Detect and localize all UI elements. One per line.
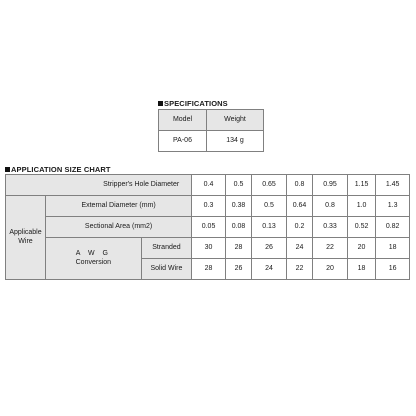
table-row	[6, 196, 410, 217]
stranded-value: 26	[252, 238, 287, 259]
external-value: 0.64	[286, 196, 312, 217]
table-row	[159, 131, 264, 152]
external-value: 1.3	[376, 196, 410, 217]
sectional-value: 0.05	[192, 217, 226, 238]
size-chart-title: APPLICATION SIZE CHART	[11, 165, 111, 174]
stranded-value: 24	[286, 238, 312, 259]
table-row	[6, 238, 410, 259]
square-bullet-icon	[158, 101, 163, 106]
table-row	[6, 217, 410, 238]
external-value: 0.5	[252, 196, 287, 217]
table-row	[159, 110, 264, 131]
hole-value: 0.4	[192, 175, 226, 196]
sectional-value: 0.2	[286, 217, 312, 238]
stranded-value: 22	[313, 238, 348, 259]
hole-value: 1.45	[376, 175, 410, 196]
hole-diameter-label: Stripper's Hole Diameter	[6, 175, 192, 196]
external-value: 1.0	[347, 196, 375, 217]
stranded-value: 20	[347, 238, 375, 259]
solid-value: 26	[225, 259, 251, 280]
sectional-value: 0.08	[225, 217, 251, 238]
solid-value: 20	[313, 259, 348, 280]
stranded-label: Stranded	[141, 238, 192, 259]
hole-value: 0.8	[286, 175, 312, 196]
square-bullet-icon	[5, 167, 10, 172]
hole-value: 1.15	[347, 175, 375, 196]
stranded-value: 30	[192, 238, 226, 259]
external-value: 0.8	[313, 196, 348, 217]
solid-value: 16	[376, 259, 410, 280]
sectional-value: 0.52	[347, 217, 375, 238]
hole-value: 0.65	[252, 175, 287, 196]
solid-value: 28	[192, 259, 226, 280]
model-header: Model	[159, 110, 207, 131]
stranded-value: 18	[376, 238, 410, 259]
hole-value: 0.5	[225, 175, 251, 196]
awg-conversion-label	[45, 238, 141, 280]
specifications-heading	[158, 99, 228, 108]
awg-label-line2: Conversion	[75, 258, 112, 266]
model-value: PA-06	[159, 131, 207, 152]
specifications-table	[158, 109, 264, 152]
hole-value: 0.95	[313, 175, 348, 196]
table-row	[6, 175, 410, 196]
applicable-wire-line1: Applicable	[9, 228, 42, 236]
solid-value: 22	[286, 259, 312, 280]
sectional-value: 0.82	[376, 217, 410, 238]
sectional-value: 0.13	[252, 217, 287, 238]
external-diameter-label: External Diameter (mm)	[45, 196, 191, 217]
weight-value: 134 g	[207, 131, 264, 152]
weight-header: Weight	[207, 110, 264, 131]
solid-value: 18	[347, 259, 375, 280]
solid-value: 24	[252, 259, 287, 280]
awg-label-line1: A W G	[75, 249, 111, 257]
applicable-wire-line2: Wire	[18, 237, 33, 245]
application-size-chart-table	[5, 174, 410, 280]
specifications-title: SPECIFICATIONS	[164, 99, 228, 108]
size-chart-heading	[5, 165, 111, 174]
applicable-wire-label	[6, 196, 46, 280]
external-value: 0.3	[192, 196, 226, 217]
sectional-area-label: Sectional Area (mm2)	[45, 217, 191, 238]
external-value: 0.38	[225, 196, 251, 217]
stranded-value: 28	[225, 238, 251, 259]
solid-wire-label: Solid Wire	[141, 259, 192, 280]
sectional-value: 0.33	[313, 217, 348, 238]
